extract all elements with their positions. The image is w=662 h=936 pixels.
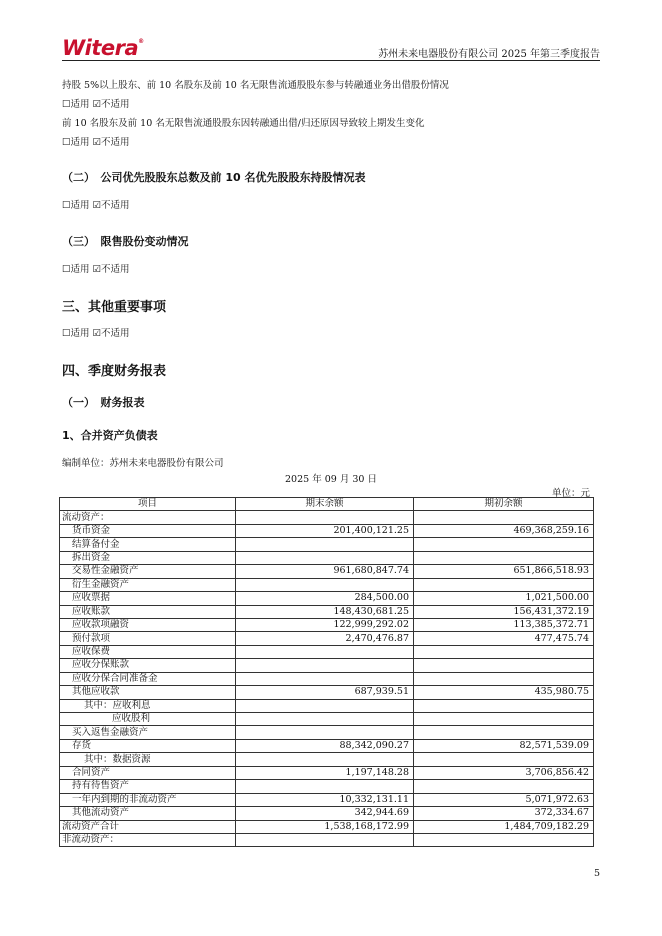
table-row: [60, 578, 594, 591]
period-begin-value: 5,071,972.63: [414, 793, 594, 806]
applicability-option: ☐适用 ☑不适用: [62, 99, 130, 110]
period-begin-value: [414, 699, 594, 712]
period-begin-value: [414, 645, 594, 658]
applicability-option: ☐适用 ☑不适用: [62, 200, 130, 211]
row-label: 应收款项融资: [60, 618, 236, 631]
table-row: [60, 699, 594, 712]
period-end-value: [236, 538, 414, 551]
column-header-period-begin: 期初余额: [414, 498, 594, 511]
period-end-value: [236, 551, 414, 564]
row-label: 其他流动资产: [60, 807, 236, 820]
period-end-value: [236, 780, 414, 793]
row-label: 其他应收款: [60, 686, 236, 699]
section-balance-sheet: 1、合并资产负债表: [62, 429, 158, 442]
row-label: 衍生金融资产: [60, 578, 236, 591]
compiling-unit: 编制单位：苏州未来电器股份有限公司: [62, 458, 224, 469]
row-label: 交易性金融资产: [60, 565, 236, 578]
row-label: 流动资产合计: [60, 820, 236, 833]
table-row: [60, 511, 594, 524]
table-header-row: [60, 498, 594, 511]
report-date: 2025 年 09 月 30 日: [285, 474, 377, 485]
row-label: 非流动资产：: [60, 833, 236, 846]
period-begin-value: [414, 713, 594, 726]
period-end-value: [236, 726, 414, 739]
table-row: [60, 713, 594, 726]
period-begin-value: 372,334.67: [414, 807, 594, 820]
period-end-value: 284,500.00: [236, 592, 414, 605]
section-other-matters: 三、其他重要事项: [62, 300, 167, 315]
table-row: [60, 565, 594, 578]
period-end-value: 1,197,148.28: [236, 766, 414, 779]
row-label: 应收分保账款: [60, 659, 236, 672]
period-begin-value: [414, 551, 594, 564]
balance-sheet-table: [59, 497, 594, 847]
section-preferred-shareholders: （二） 公司优先股股东总数及前 10 名优先股股东持股情况表: [62, 171, 366, 184]
period-begin-value: 435,980.75: [414, 686, 594, 699]
row-label: 货币资金: [60, 524, 236, 537]
row-label: 流动资产：: [60, 511, 236, 524]
table-row: [60, 833, 594, 846]
column-header-item: 项目: [60, 498, 236, 511]
row-label: 预付款项: [60, 632, 236, 645]
period-begin-value: 1,484,709,182.29: [414, 820, 594, 833]
row-label: 应收保费: [60, 645, 236, 658]
page-number: 5: [593, 868, 600, 879]
period-end-value: 342,944.69: [236, 807, 414, 820]
period-end-value: 148,430,681.25: [236, 605, 414, 618]
period-begin-value: [414, 538, 594, 551]
table-row: [60, 820, 594, 833]
period-begin-value: 156,431,372.19: [414, 605, 594, 618]
period-begin-value: [414, 726, 594, 739]
period-begin-value: [414, 578, 594, 591]
table-row: [60, 551, 594, 564]
table-row: [60, 618, 594, 631]
row-label: 买入返售金融资产: [60, 726, 236, 739]
period-begin-value: 1,021,500.00: [414, 592, 594, 605]
row-label: 拆出资金: [60, 551, 236, 564]
applicability-option: ☐适用 ☑不适用: [62, 328, 130, 339]
row-label: 应收账款: [60, 605, 236, 618]
row-label: 应收分保合同准备金: [60, 672, 236, 685]
period-end-value: 88,342,090.27: [236, 739, 414, 752]
period-begin-value: 82,571,539.09: [414, 739, 594, 752]
period-begin-value: 477,475.74: [414, 632, 594, 645]
period-end-value: [236, 659, 414, 672]
table-row: [60, 807, 594, 820]
period-end-value: 687,939.51: [236, 686, 414, 699]
table-row: [60, 739, 594, 752]
period-end-value: [236, 713, 414, 726]
table-row: [60, 659, 594, 672]
company-logo: Witera®: [62, 36, 144, 60]
table-row: [60, 753, 594, 766]
table-row: [60, 686, 594, 699]
period-begin-value: 3,706,856.42: [414, 766, 594, 779]
section-restricted-shares: （三） 限售股份变动情况: [62, 235, 189, 248]
row-label: 持有待售资产: [60, 780, 236, 793]
table-row: [60, 766, 594, 779]
period-begin-value: [414, 511, 594, 524]
row-label: 应收票据: [60, 592, 236, 605]
paragraph-change: 前 10 名股东及前 10 名无限售流通股股东因转融通出借/归还原因导致较上期发生变化: [62, 118, 425, 129]
row-label: 一年内到期的非流动资产: [60, 793, 236, 806]
period-end-value: [236, 672, 414, 685]
row-label: 其中：数据资源: [60, 753, 236, 766]
table-row: [60, 780, 594, 793]
period-end-value: 2,470,476.87: [236, 632, 414, 645]
row-label: 存货: [60, 739, 236, 752]
period-end-value: [236, 645, 414, 658]
table-row: [60, 524, 594, 537]
period-end-value: [236, 753, 414, 766]
period-begin-value: [414, 833, 594, 846]
period-begin-value: 113,385,372.71: [414, 618, 594, 631]
period-end-value: 10,332,131.11: [236, 793, 414, 806]
column-header-period-end: 期末余额: [236, 498, 414, 511]
period-begin-value: 469,368,259.16: [414, 524, 594, 537]
currency-unit: 单位：元: [551, 488, 590, 499]
row-label: 其中：应收利息: [60, 699, 236, 712]
table-row: [60, 538, 594, 551]
period-end-value: [236, 833, 414, 846]
period-begin-value: [414, 672, 594, 685]
applicability-option: ☐适用 ☑不适用: [62, 137, 130, 148]
section-financial-statements: （一） 财务报表: [62, 396, 145, 409]
table-row: [60, 605, 594, 618]
period-begin-value: 651,866,518.93: [414, 565, 594, 578]
period-begin-value: [414, 753, 594, 766]
header-divider: [62, 60, 600, 61]
paragraph-lending: 持股 5%以上股东、前 10 名股东及前 10 名无限售流通股股东参与转融通业务出借股份情况: [62, 80, 449, 91]
row-label: 合同资产: [60, 766, 236, 779]
table-row: [60, 645, 594, 658]
period-end-value: 122,999,292.02: [236, 618, 414, 631]
section-quarterly-statements: 四、季度财务报表: [62, 364, 167, 379]
table-row: [60, 726, 594, 739]
period-begin-value: [414, 659, 594, 672]
period-end-value: 201,400,121.25: [236, 524, 414, 537]
table-row: [60, 793, 594, 806]
period-begin-value: [414, 780, 594, 793]
table-row: [60, 632, 594, 645]
table-row: [60, 672, 594, 685]
row-label: 结算备付金: [60, 538, 236, 551]
table-row: [60, 592, 594, 605]
period-end-value: [236, 578, 414, 591]
row-label: 应收股利: [60, 713, 236, 726]
period-end-value: [236, 699, 414, 712]
period-end-value: 1,538,168,172.99: [236, 820, 414, 833]
report-title: 苏州未来电器股份有限公司 2025 年第三季度报告: [378, 49, 600, 60]
period-end-value: 961,680,847.74: [236, 565, 414, 578]
period-end-value: [236, 511, 414, 524]
applicability-option: ☐适用 ☑不适用: [62, 264, 130, 275]
